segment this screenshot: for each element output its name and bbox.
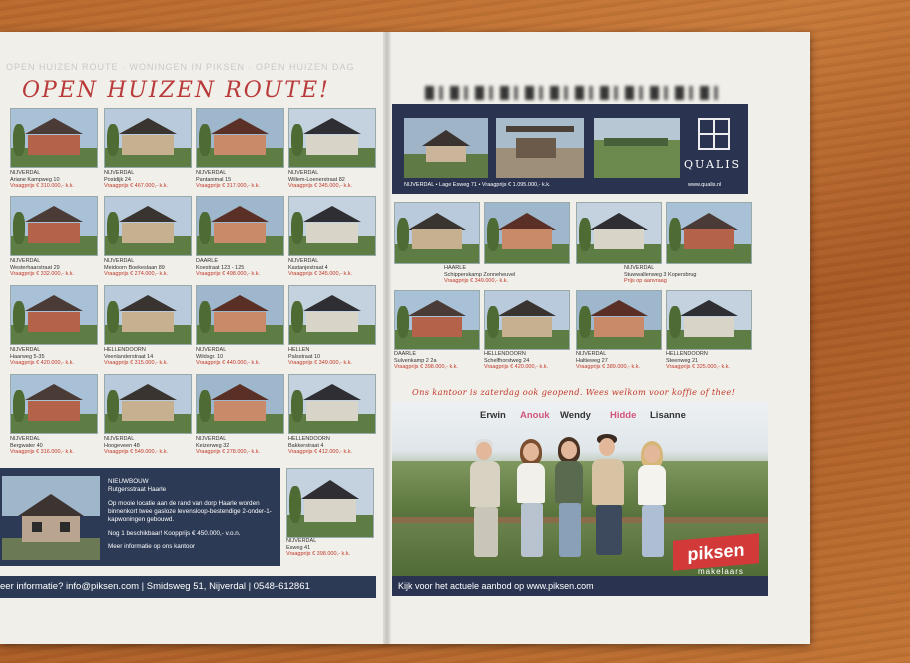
listing-caption (104, 347, 194, 367)
listing-price: Vraagprijs € 315.000,- k.k. (104, 360, 168, 366)
listing-price: Vraagprijs € 389.000,- k.k. (576, 364, 640, 370)
listing-street: Haarweg 5-35 (10, 353, 45, 360)
listing-caption (288, 258, 378, 278)
team-name-3: Wendy (560, 410, 591, 421)
listing-price: Vraagprijs € 317.000,- k.k. (196, 183, 260, 189)
listing-photo (104, 108, 192, 168)
listing-place: NIJVERDAL (576, 351, 607, 357)
listing-street: Pantanimal 15 (196, 176, 232, 183)
nieuwbouw-photo (2, 476, 100, 560)
listing-photo (394, 290, 480, 350)
listing-price: Vraagprijs € 345.000,- k.k. (288, 271, 352, 277)
listing-caption (576, 351, 664, 371)
listing-street: Keizerweg 32 (196, 442, 230, 449)
listing-street: Hoogeveen 48 (104, 442, 140, 449)
listing-street: Meidoorn Boekeslaan 89 (104, 264, 165, 271)
listing-price: Vraagprijs € 467.000,- k.k. (104, 183, 168, 189)
listing-photo (196, 285, 284, 345)
listing-street: Wildsgr. 10 (196, 353, 224, 360)
listing-place: NIJVERDAL (196, 436, 227, 442)
listing-place: DAARLE (196, 258, 219, 264)
listing-caption (394, 351, 482, 371)
listing-place: NIJVERDAL (10, 347, 41, 353)
nieuwbouw-text: Op mooie locatie aan de rand van dorp Haarle worden binnenkort twee gasloze levensloop-bestendige 2-onder-1-kapwoningen gebouwd. (108, 500, 272, 523)
nieuwbouw-more: Meer informatie op ons kantoor (108, 543, 196, 550)
listing-caption (624, 265, 734, 285)
listing-price: Vraagprijs € 349.000,- k.k. (444, 278, 508, 284)
listing-caption (104, 436, 194, 456)
listing-place: HELLENDOORN (484, 351, 526, 357)
listing-photo (394, 202, 480, 264)
listing-place: NIJVERDAL (10, 436, 41, 442)
listing-price: Vraagprijs € 420.000,- k.k. (10, 360, 74, 366)
listing-photo (484, 290, 570, 350)
qualis-logo-icon (698, 118, 730, 150)
listing-caption (288, 347, 378, 367)
listing-caption (666, 351, 754, 371)
qualis-caption: NIJVERDAL • Lage Esweg 71 • Vraagprijs € 1.095.000,- k.k. (404, 182, 551, 188)
contact-bar: eer informatie? info@piksen.com | Smidsweg 51, Nijverdal | 0548-612861 (0, 576, 376, 598)
listing-place: NIJVERDAL (196, 170, 227, 176)
listing-price: Vraagprijs € 398.000,- k.k. (286, 551, 350, 557)
listing-photo (10, 374, 98, 434)
listing-caption (104, 258, 194, 278)
listing-street: Schipperskamp Zonneheuvel (444, 271, 516, 278)
listing-place: HELLEN (288, 347, 310, 353)
blurred-headline (425, 86, 725, 100)
listing-place: NIJVERDAL (104, 258, 135, 264)
qualis-name: QUALIS (684, 158, 742, 171)
listing-place: HELLENDOORN (666, 351, 708, 357)
listing-street: Postdijk 24 (104, 176, 131, 183)
listing-street: Willem-Loenerstraat 82 (288, 176, 345, 183)
listing-place: NIJVERDAL (104, 170, 135, 176)
listing-street: Koestraat 123 - 125 (196, 264, 245, 271)
team-name-4: Hidde (610, 410, 637, 421)
listing-place: NIJVERDAL (196, 347, 227, 353)
listing-place: NIJVERDAL (104, 436, 135, 442)
listing-photo (484, 202, 570, 264)
listing-caption (288, 436, 378, 456)
listing-price: Vraagprijs € 549.000,- k.k. (104, 449, 168, 455)
listing-price: Vraagprijs € 332.000,- k.k. (10, 271, 74, 277)
listing-place: NIJVERDAL (288, 258, 319, 264)
listing-street: Stuwwallenweg 3 Kopersbrug (624, 271, 697, 278)
team-name-1: Erwin (480, 410, 506, 421)
team-photo (392, 401, 768, 579)
listing-photo (576, 202, 662, 264)
listing-street: Steenweg 21 (666, 357, 699, 364)
listing-photo (196, 108, 284, 168)
listing-street: Schelfhorstweg 24 (484, 357, 530, 364)
piksen-logo-sub: makelaars (698, 567, 744, 576)
qualis-photo-1 (404, 118, 488, 178)
listing-caption (104, 170, 194, 190)
page-title: OPEN HUIZEN ROUTE! (22, 78, 330, 103)
listing-price: Vraagprijs € 440.000,- k.k. (196, 360, 260, 366)
listing-street: Westerhaarstraat 29 (10, 264, 60, 271)
paper-fold (383, 32, 391, 644)
listing-caption (10, 258, 100, 278)
listing-photo (104, 196, 192, 256)
listing-price: Vraagprijs € 412.000,- k.k. (288, 449, 352, 455)
listing-place: DAARLE (394, 351, 417, 357)
listing-street: Bakkerstraat 4 (288, 442, 324, 449)
qualis-photo-2 (496, 118, 584, 178)
listing-photo (196, 196, 284, 256)
team-name-5: Lisanne (650, 410, 686, 421)
listing-caption (10, 347, 100, 367)
listing-photo (288, 285, 376, 345)
listing-caption (10, 170, 100, 190)
team-name-2: Anouk (520, 410, 550, 421)
listing-caption (196, 347, 286, 367)
listing-street: Haltieweg 27 (576, 357, 608, 364)
listing-price: Vraagprijs € 310.000,- k.k. (10, 183, 74, 189)
listing-place: HELLENDOORN (288, 436, 330, 442)
qualis-url: www.qualis.nl (688, 182, 722, 188)
listing-caption (196, 436, 286, 456)
qualis-feature (392, 104, 748, 194)
listing-caption (484, 351, 572, 371)
listing-place: NIJVERDAL (286, 538, 317, 544)
listing-photo (666, 290, 752, 350)
bottom-bar: Kijk voor het actuele aanbod op www.piksen.com (392, 576, 768, 596)
header-strip: OPEN HUIZEN ROUTE · WONINGEN IN PIKSEN · OPEN HUIZEN DAG (6, 62, 355, 72)
listing-caption (196, 170, 286, 190)
listing-street: Kastanjestraat 4 (288, 264, 328, 271)
listing-photo (104, 285, 192, 345)
listing-price: Vraagprijs € 278.000,- k.k. (196, 449, 260, 455)
listing-price: Vraagprijs € 498.000,- k.k. (196, 271, 260, 277)
listing-caption (286, 538, 376, 558)
listing-price: Prijs op aanvraag (624, 278, 667, 284)
listing-photo (10, 108, 98, 168)
listing-caption (288, 170, 378, 190)
listing-street: Sulvenkamp 2 2a (394, 357, 437, 364)
listing-caption (196, 258, 286, 278)
qualis-photo-3 (594, 118, 680, 178)
listing-photo (288, 374, 376, 434)
listing-caption (444, 265, 554, 285)
listing-price: Vraagprijs € 349.000,- k.k. (288, 360, 352, 366)
listing-photo (576, 290, 662, 350)
listing-price: Vraagprijs € 398.000,- k.k. (394, 364, 458, 370)
nieuwbouw-block (0, 468, 280, 566)
listing-street: Bergwater 40 (10, 442, 43, 449)
listing-price: Vraagprijs € 325.000,- k.k. (666, 364, 730, 370)
listing-price: Vraagprijs € 345.000,- k.k. (288, 183, 352, 189)
listing-photo (104, 374, 192, 434)
office-banner: Ons kantoor is zaterdag ook geopend. Wees welkom voor koffie of thee! (412, 387, 736, 397)
listing-photo (286, 468, 374, 538)
piksen-logo: piksen (673, 533, 759, 571)
listing-photo (288, 108, 376, 168)
listing-place: NIJVERDAL (10, 258, 41, 264)
listing-place: NIJVERDAL (624, 265, 655, 271)
listing-street: Veenlanderstraat 14 (104, 353, 154, 360)
listing-price: Vraagprijs € 316.000,- k.k. (10, 449, 74, 455)
listing-photo (288, 196, 376, 256)
listing-place: NIJVERDAL (288, 170, 319, 176)
listing-photo (666, 202, 752, 264)
listing-photo (196, 374, 284, 434)
listing-photo (10, 196, 98, 256)
listing-price: Vraagprijs € 274.000,- k.k. (104, 271, 168, 277)
nieuwbouw-price: Nog 1 beschikbaar! Koopprijs € 450.000,- v.o.n. (108, 530, 241, 537)
listing-place: HELLENDOORN (104, 347, 146, 353)
listing-place: NIJVERDAL (10, 170, 41, 176)
listing-street: Ariane Kampweg 10 (10, 176, 60, 183)
nieuwbouw-location: Rutgersstraat Haarle (108, 486, 167, 493)
listing-photo (10, 285, 98, 345)
listing-caption (10, 436, 100, 456)
listing-place: HAARLE (444, 265, 467, 271)
listing-street: Palsstraat 10 (288, 353, 321, 360)
listing-price: Vraagprijs € 420.000,- k.k. (484, 364, 548, 370)
listing-street: Esweg 41 (286, 544, 311, 551)
nieuwbouw-heading: NIEUWBOUW (108, 478, 149, 485)
